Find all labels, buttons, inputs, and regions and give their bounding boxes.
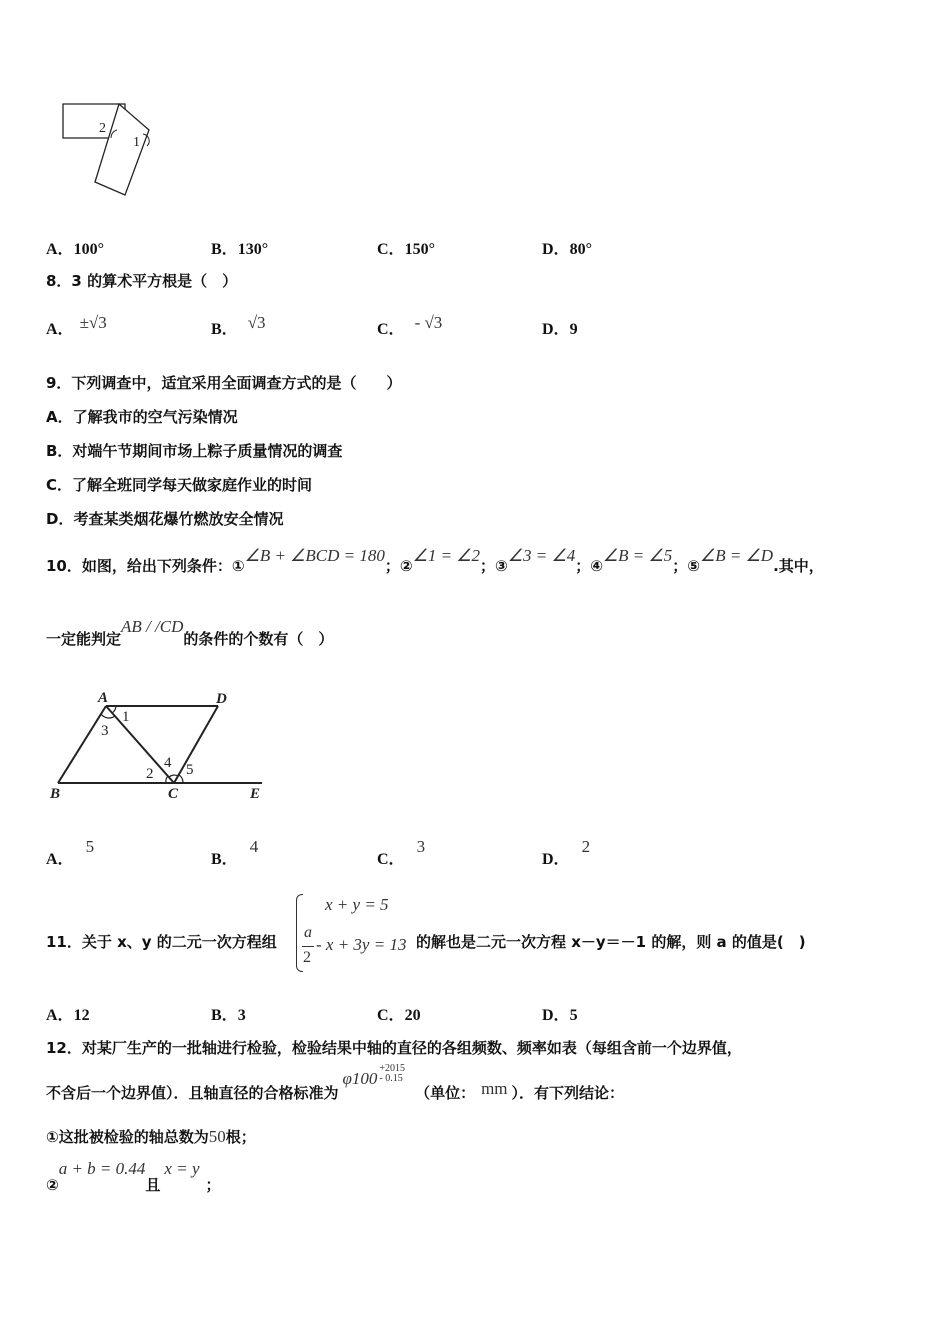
q10-option-a[interactable]: A．5 [46, 837, 95, 868]
q12-line2: 不含后一个边界值）．且轴直径的合格标准为φ100 +2015 - 0.15 （单位： mm ）．有下列结论： [46, 1063, 625, 1102]
q12-line1: 12．对某厂生产的一批轴进行检验，检验结果中轴的直径的各组频数、频率如表（每组含前一个边界值， [46, 1039, 742, 1057]
q8-option-d[interactable]: D．9 [542, 321, 578, 338]
q10-fig-label-B: B [50, 786, 61, 802]
q8-stem: 8．3 的算术平方根是（ ） [46, 272, 238, 290]
q9-option-d[interactable]: D．考查某类烟花爆竹燃放安全情况 [46, 510, 284, 528]
q11-prefix: 11．关于 x、y 的二元一次方程组 [46, 933, 277, 951]
q11-option-b[interactable]: B．3 [211, 1007, 246, 1024]
q7-option-a[interactable]: A．100° [46, 241, 104, 258]
q10-fig-label-A: A [98, 690, 109, 706]
q10-option-b[interactable]: B．4 [211, 837, 259, 868]
q12-conclusion-2: ②a + b = 0.44且x = y； [46, 1159, 221, 1194]
q9-option-a[interactable]: A．了解我市的空气污染情况 [46, 408, 238, 426]
q10-stem-line1: 10．如图，给出下列条件：①∠B + ∠BCD = 180；②∠1 = ∠2；③∠3 = ∠4；④∠B = ∠5；⑤∠B = ∠D.其中， [46, 546, 824, 575]
q10-fig-label-D: D [216, 691, 227, 707]
q11-eq2-denominator: 2 [303, 949, 311, 966]
q8-option-a[interactable]: A． ±√3 [46, 313, 107, 338]
q10-figure [46, 686, 272, 804]
q11-option-a[interactable]: A．12 [46, 1007, 90, 1024]
q8-option-b[interactable]: B． √3 [211, 313, 266, 338]
q10-fig-label-5: 5 [186, 762, 194, 778]
q10-option-c[interactable]: C．3 [377, 837, 426, 868]
q10-stem-line2: 一定能判定AB / /CD的条件的个数有（ ） [46, 617, 334, 648]
q10-fig-label-E: E [250, 786, 261, 802]
q7-option-d[interactable]: D．80° [542, 241, 592, 258]
q10-option-d[interactable]: D．2 [542, 837, 591, 868]
q9-stem: 9．下列调查中，适宜采用全面调查方式的是（ ） [46, 374, 402, 392]
q7-figure [55, 100, 165, 200]
q7-fig-label-1: 1 [133, 135, 140, 150]
q10-fig-label-3: 3 [101, 723, 109, 739]
q10-fig-label-1: 1 [122, 709, 130, 725]
q11-eq1: x + y = 5 [325, 895, 389, 914]
q12-conclusion-1: ①这批被检验的轴总数为50根； [46, 1127, 256, 1146]
q11-option-d[interactable]: D．5 [542, 1007, 578, 1024]
q9-option-c[interactable]: C．了解全班同学每天做家庭作业的时间 [46, 476, 313, 494]
q7-option-b[interactable]: B．130° [211, 241, 269, 258]
q10-fig-label-C: C [168, 786, 179, 802]
q7-fig-label-2: 2 [99, 121, 106, 136]
q11-eq2-rest: - x + 3y = 13 [316, 935, 407, 954]
q11-eq2-numerator: a [304, 924, 312, 941]
q10-fig-label-4: 4 [164, 755, 172, 771]
q11-eq2-fraction-bar [302, 946, 314, 947]
q10-fig-label-2: 2 [146, 766, 154, 782]
q11-option-c[interactable]: C．20 [377, 1007, 421, 1024]
q8-option-c[interactable]: C． - √3 [377, 313, 443, 338]
q7-option-c[interactable]: C．150° [377, 241, 435, 258]
q9-option-b[interactable]: B．对端午节期间市场上粽子质量情况的调查 [46, 442, 343, 460]
q11-system-brace [296, 894, 303, 972]
q11-suffix: 的解也是二元一次方程 x－y＝－1 的解，则 a 的值是( ) [416, 933, 806, 951]
